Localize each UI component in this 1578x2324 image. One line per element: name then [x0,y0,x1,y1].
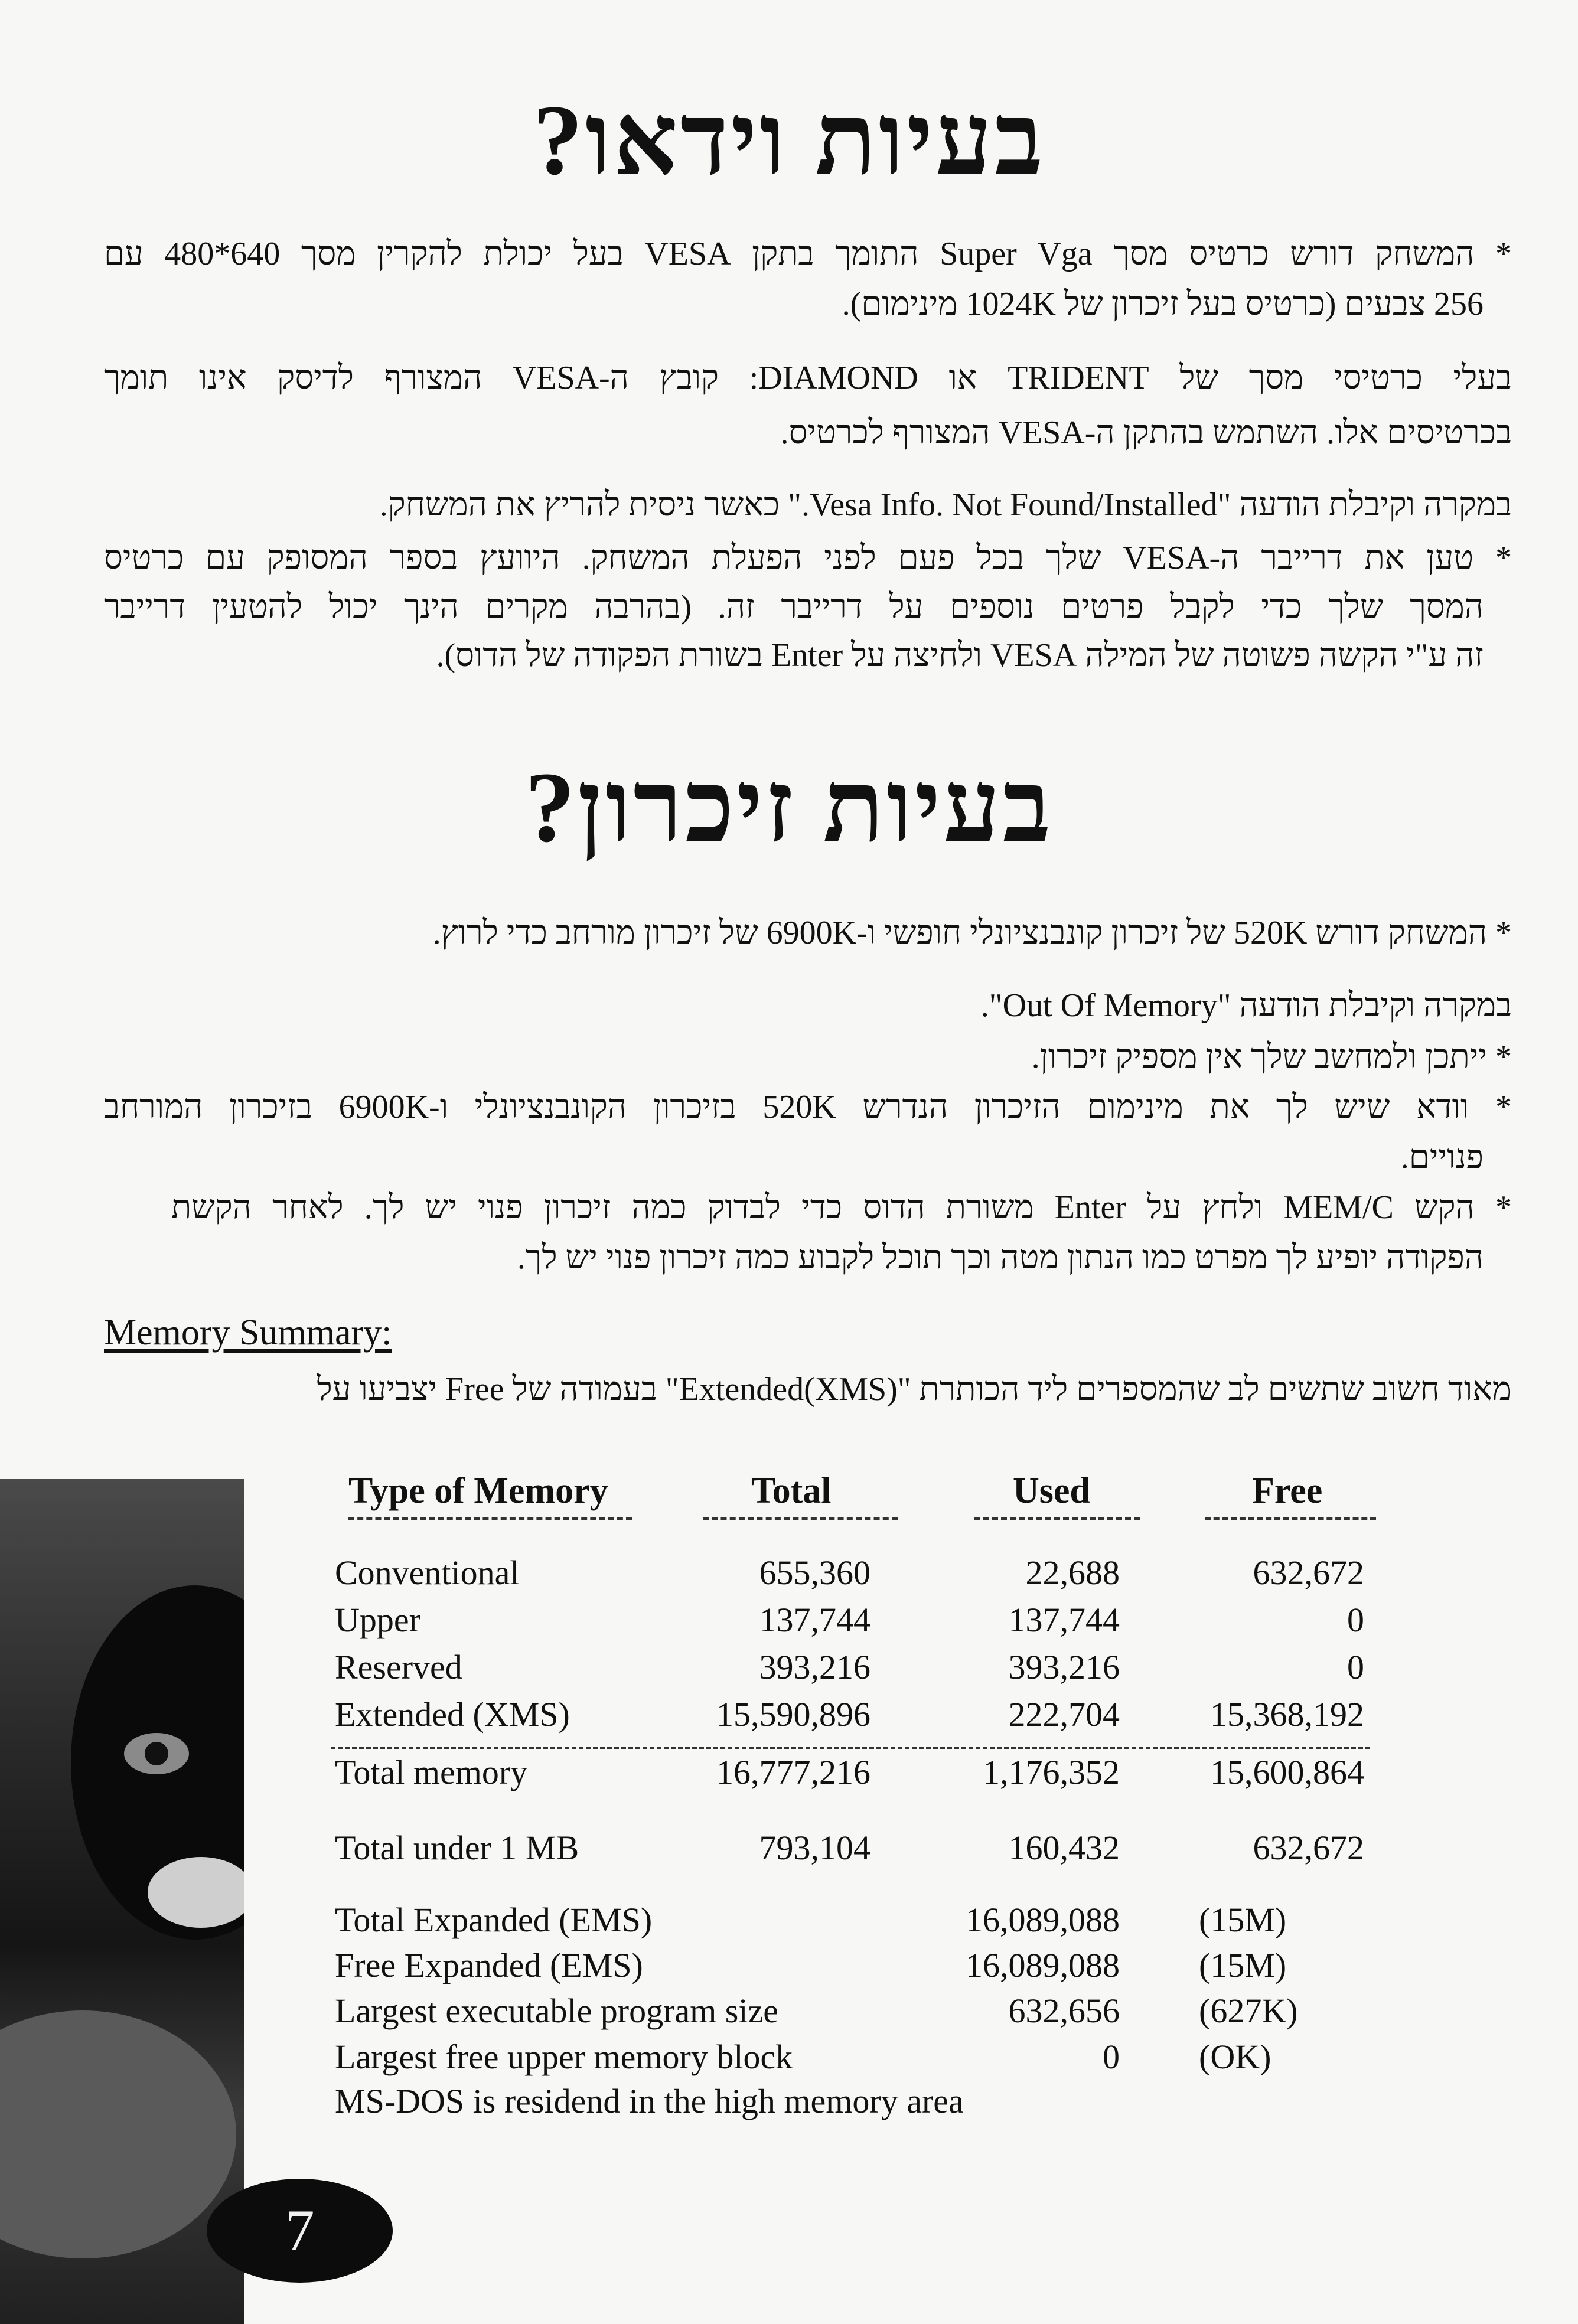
total-memory-cell: Total memory [335,1753,528,1791]
video-line: בעלי כרטיסי מסך של TRIDENT או DIAMOND: קובץ ה-VESA המצורף לדיסק אינו תומך [104,360,1512,396]
header-divider [703,1517,898,1520]
memory-row-cell: 0 [1347,1648,1364,1686]
total-under-1mb-cell: 632,672 [1253,1829,1364,1867]
memory-row-cell: Upper [335,1601,420,1639]
memory-line: * הקש MEM/C ולחץ על Enter משורת הדוס כדי לבדוק כמה זיכרון פנוי יש לך. לאחר הקשת [171,1189,1512,1226]
memory-row-cell: 655,360 [759,1553,870,1592]
memory-row-cell: 0 [1347,1601,1364,1639]
header-type-of-memory: Type of Memory [348,1471,608,1511]
memory-row-cell: 137,744 [759,1601,870,1639]
video-line: במקרה וקיבלת הודעה "Vesa Info. Not Found/Installed." כאשר ניסית להריץ את המשחק. [379,487,1512,523]
video-line: זה ע"י הקשה פשוטה של המילה VESA ולחיצה על Enter בשורת הפקודה של הדוס). [436,637,1484,674]
memory-line: * וודא שיש לך את מינימום הזיכרון הנדרש 520K בזיכרון הקונבנציונלי ו-6900K בזיכרון המורחב [104,1089,1512,1125]
memory-line: הפקודה יופיע לך מפרט כמו הנתון מטה וכך תוכל לקבוע כמה זיכרון פנוי יש לך. [517,1239,1484,1276]
ems-row-cell: (15M) [1199,1946,1287,1984]
memory-row-cell: 15,590,896 [716,1695,870,1734]
page-number: 7 [207,2179,393,2283]
summary-note: מאוד חשוב שתשים לב שהמספרים ליד הכותרת "Extended(XMS)" בעמודה של Free יצביעו על [317,1371,1512,1408]
total-under-1mb-cell: 793,104 [759,1829,870,1867]
memory-line: * ייתכן ולמחשב שלך אין מספיק זיכרון. [1031,1039,1512,1075]
memory-row-cell: Conventional [335,1553,520,1592]
ems-row-cell: 632,656 [1008,1992,1120,2030]
memory-row-cell: 393,216 [759,1648,870,1686]
total-memory-cell: 15,600,864 [1210,1753,1364,1791]
header-divider [348,1517,632,1520]
ems-row-cell: Largest free upper memory block [335,2038,793,2076]
total-memory-cell: 1,176,352 [983,1753,1120,1791]
memory-row-cell: 22,688 [1025,1553,1120,1592]
total-under-1mb-cell: Total under 1 MB [335,1829,579,1867]
memory-line: * המשחק דורש 520K של זיכרון קונבנציונלי חופשי ו-6900K של זיכרון מורחב כדי לרוץ. [432,915,1512,951]
memory-line: במקרה וקיבלת הודעה "Out Of Memory". [980,987,1512,1024]
video-line: בכרטיסים אלו. השתמש בהתקן ה-VESA המצורף לכרטיס. [780,414,1512,451]
total-memory-cell: 16,777,216 [716,1753,870,1791]
decorative-photo [0,1479,244,2324]
video-line: המסך שלך כדי לקבל פרטים נוספים על דרייבר זה. (בהרבה מקרים הינך יכול להטעין דרייבר [104,589,1484,625]
memory-row-cell: 137,744 [1008,1601,1120,1639]
ems-row-cell: (627K) [1199,1992,1298,2030]
memory-row-cell: 393,216 [1008,1648,1120,1686]
memory-summary-heading: Memory Summary: [104,1313,392,1353]
total-divider [331,1747,1370,1749]
header-divider [1205,1517,1376,1520]
ems-row-cell: Free Expanded (EMS) [335,1946,643,1984]
dos-high-memory-note: MS-DOS is residend in the high memory area [335,2082,964,2120]
header-used: Used [1013,1471,1090,1511]
ems-row-cell: Total Expanded (EMS) [335,1901,653,1939]
video-line: * המשחק דורש כרטיס מסך Super Vga התומך בתקן VESA בעל יכולת להקרין מסך 640*480 עם [104,236,1512,272]
video-section-title: בעיות וידאו? [533,84,1045,195]
header-total: Total [751,1471,832,1511]
ems-row-cell: 16,089,088 [966,1901,1120,1939]
ems-row-cell: 0 [1103,2038,1120,2076]
memory-row-cell: 222,704 [1008,1695,1120,1734]
ems-row-cell: (OK) [1199,2038,1271,2076]
ems-row-cell: Largest executable program size [335,1992,778,2030]
memory-row-cell: Extended (XMS) [335,1695,570,1734]
header-free: Free [1252,1471,1323,1511]
ems-row-cell: 16,089,088 [966,1946,1120,1984]
video-line: * טען את דרייבר ה-VESA שלך בכל פעם לפני הפעלת המשחק. היוועץ בספר המסופק עם כרטיס [104,540,1512,576]
memory-row-cell: Reserved [335,1648,462,1686]
memory-row-cell: 632,672 [1253,1553,1364,1592]
header-divider [974,1517,1140,1520]
total-under-1mb-cell: 160,432 [1008,1829,1120,1867]
video-line: 256 צבעים (כרטיס בעל זיכרון של 1024K מינימום). [842,286,1484,322]
memory-section-title: בעיות זיכרון? [524,752,1054,863]
memory-row-cell: 15,368,192 [1210,1695,1364,1734]
memory-line: פנויים. [1400,1139,1484,1176]
ems-row-cell: (15M) [1199,1901,1287,1939]
